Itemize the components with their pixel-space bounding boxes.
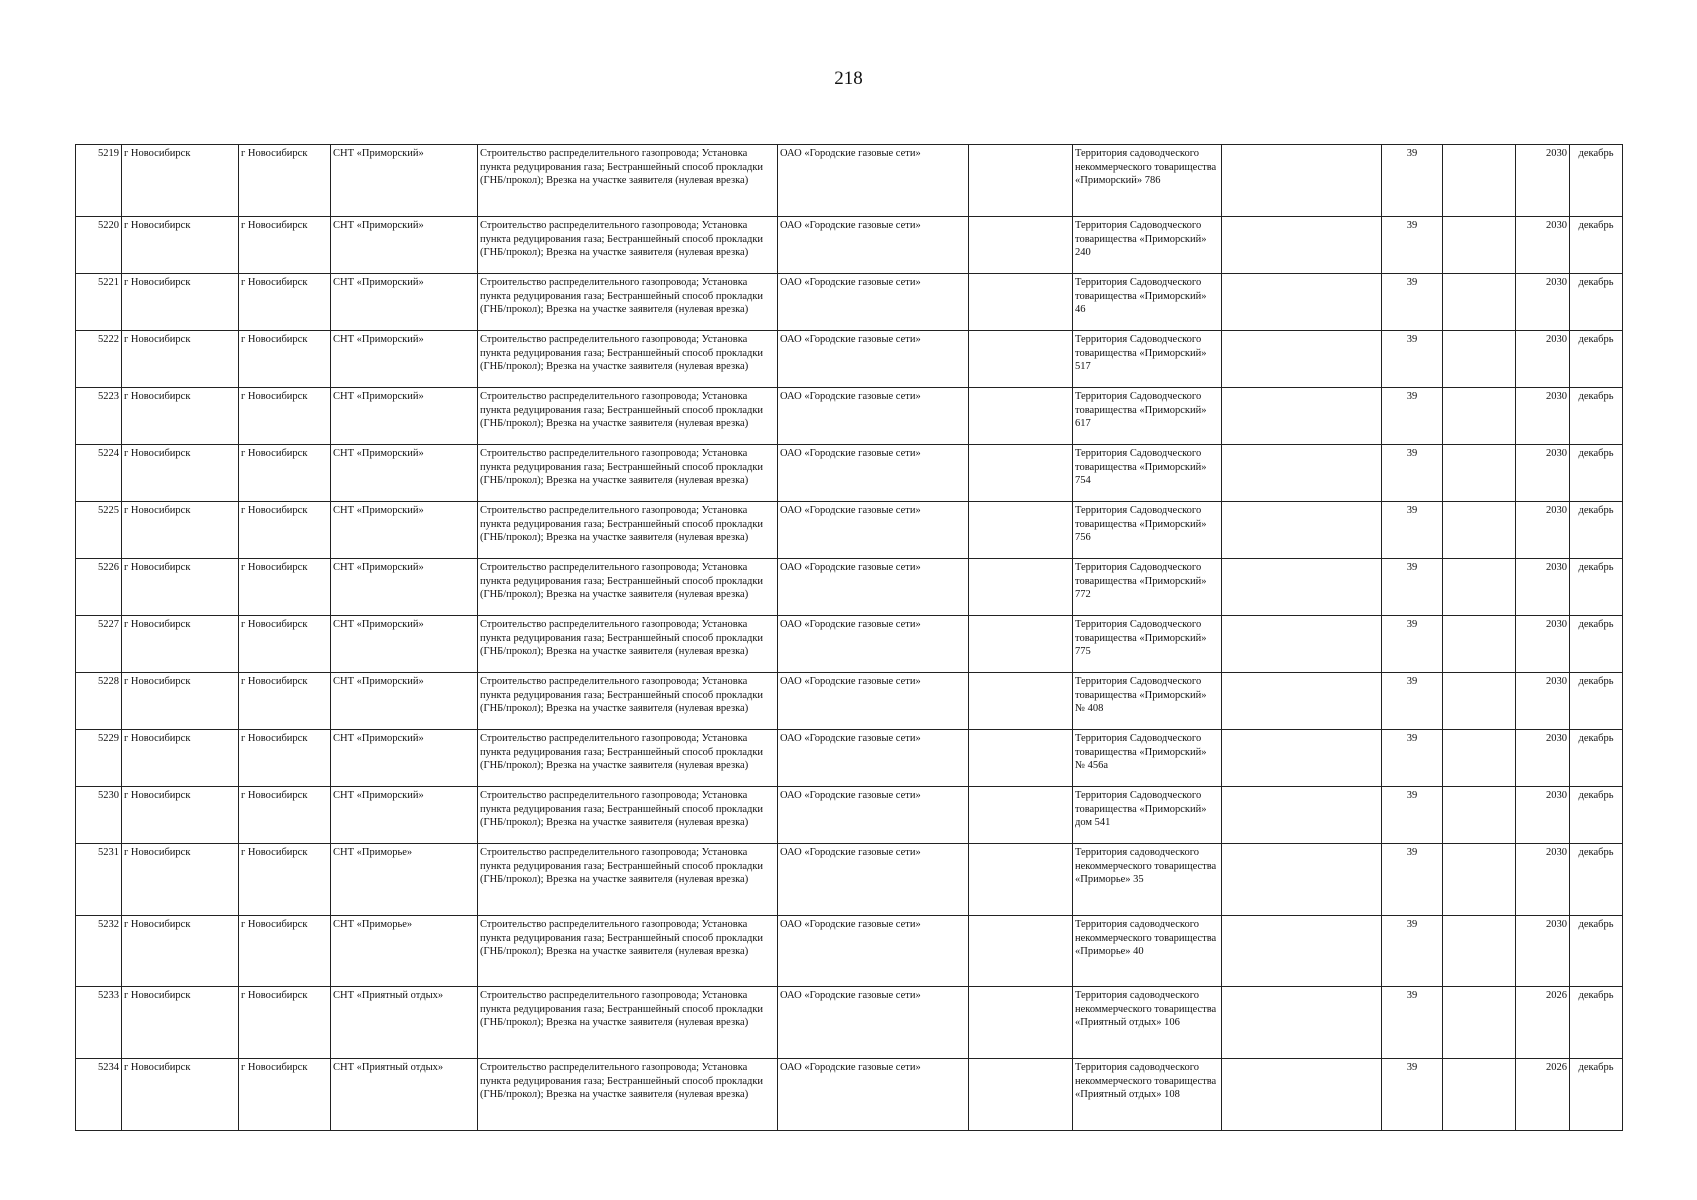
cell-year: 2030 xyxy=(1516,916,1570,987)
cell-snt: СНТ «Приморский» xyxy=(331,616,478,673)
cell-empty xyxy=(969,445,1073,502)
cell-snt: СНТ «Приморский» xyxy=(331,559,478,616)
cell-year: 2030 xyxy=(1516,787,1570,844)
cell-address: Территория садоводческого некоммерческого товарищества «Приятный отдых» 106 xyxy=(1073,987,1222,1059)
cell-org: ОАО «Городские газовые сети» xyxy=(778,616,969,673)
cell-empty xyxy=(969,787,1073,844)
cell-snt: СНТ «Приморский» xyxy=(331,502,478,559)
cell-works: Строительство распределительного газопровода; Установка пункта редуцирования газа; Бестраншейный способ прокладки (ГНБ/прокол); Врезка на участке заявителя (нулевая врезка) xyxy=(478,274,778,331)
cell-address: Территория Садоводческого товарищества «Приморский» № 456а xyxy=(1073,730,1222,787)
cell-org: ОАО «Городские газовые сети» xyxy=(778,274,969,331)
cell-no: 5229 xyxy=(76,730,122,787)
cell-empty xyxy=(1443,559,1516,616)
cell-snt: СНТ «Приморский» xyxy=(331,331,478,388)
cell-empty xyxy=(1222,331,1382,388)
cell-count: 39 xyxy=(1382,274,1443,331)
cell-works: Строительство распределительного газопровода; Установка пункта редуцирования газа; Бестраншейный способ прокладки (ГНБ/прокол); Врезка на участке заявителя (нулевая врезка) xyxy=(478,616,778,673)
cell-empty xyxy=(1443,502,1516,559)
cell-empty xyxy=(969,502,1073,559)
cell-month: декабрь xyxy=(1570,388,1623,445)
cell-address: Территория Садоводческого товарищества «Приморский» 775 xyxy=(1073,616,1222,673)
cell-works: Строительство распределительного газопровода; Установка пункта редуцирования газа; Бестраншейный способ прокладки (ГНБ/прокол); Врезка на участке заявителя (нулевая врезка) xyxy=(478,388,778,445)
cell-municipality: г Новосибирск xyxy=(122,331,239,388)
cell-count: 39 xyxy=(1382,331,1443,388)
cell-municipality: г Новосибирск xyxy=(122,217,239,274)
cell-count: 39 xyxy=(1382,559,1443,616)
cell-empty xyxy=(969,559,1073,616)
cell-count: 39 xyxy=(1382,445,1443,502)
cell-settlement: г Новосибирск xyxy=(239,1059,331,1131)
cell-empty xyxy=(1222,388,1382,445)
cell-municipality: г Новосибирск xyxy=(122,916,239,987)
table-row xyxy=(76,616,1623,673)
cell-settlement: г Новосибирск xyxy=(239,730,331,787)
table-row xyxy=(76,730,1623,787)
registry-table xyxy=(75,144,1623,1131)
cell-empty xyxy=(969,844,1073,916)
cell-empty xyxy=(1222,145,1382,217)
cell-empty xyxy=(1222,916,1382,987)
cell-empty xyxy=(1222,217,1382,274)
cell-works: Строительство распределительного газопровода; Установка пункта редуцирования газа; Бестраншейный способ прокладки (ГНБ/прокол); Врезка на участке заявителя (нулевая врезка) xyxy=(478,502,778,559)
cell-address: Территория Садоводческого товарищества «Приморский» 772 xyxy=(1073,559,1222,616)
cell-empty xyxy=(1443,331,1516,388)
cell-works: Строительство распределительного газопровода; Установка пункта редуцирования газа; Бестраншейный способ прокладки (ГНБ/прокол); Врезка на участке заявителя (нулевая врезка) xyxy=(478,331,778,388)
cell-snt: СНТ «Приятный отдых» xyxy=(331,987,478,1059)
cell-settlement: г Новосибирск xyxy=(239,274,331,331)
cell-settlement: г Новосибирск xyxy=(239,616,331,673)
cell-address: Территория Садоводческого товарищества «Приморский» 756 xyxy=(1073,502,1222,559)
cell-count: 39 xyxy=(1382,616,1443,673)
cell-works: Строительство распределительного газопровода; Установка пункта редуцирования газа; Бестраншейный способ прокладки (ГНБ/прокол); Врезка на участке заявителя (нулевая врезка) xyxy=(478,987,778,1059)
cell-no: 5221 xyxy=(76,274,122,331)
cell-org: ОАО «Городские газовые сети» xyxy=(778,502,969,559)
cell-empty xyxy=(1443,217,1516,274)
cell-empty xyxy=(1222,502,1382,559)
cell-no: 5232 xyxy=(76,916,122,987)
cell-month: декабрь xyxy=(1570,445,1623,502)
cell-year: 2030 xyxy=(1516,445,1570,502)
cell-snt: СНТ «Приморский» xyxy=(331,673,478,730)
cell-works: Строительство распределительного газопровода; Установка пункта редуцирования газа; Бестраншейный способ прокладки (ГНБ/прокол); Врезка на участке заявителя (нулевая врезка) xyxy=(478,844,778,916)
cell-empty xyxy=(969,616,1073,673)
cell-month: декабрь xyxy=(1570,673,1623,730)
cell-empty xyxy=(969,274,1073,331)
cell-month: декабрь xyxy=(1570,559,1623,616)
cell-org: ОАО «Городские газовые сети» xyxy=(778,916,969,987)
cell-count: 39 xyxy=(1382,787,1443,844)
cell-settlement: г Новосибирск xyxy=(239,844,331,916)
cell-count: 39 xyxy=(1382,217,1443,274)
cell-empty xyxy=(1443,388,1516,445)
cell-year: 2030 xyxy=(1516,616,1570,673)
cell-address: Территория Садоводческого товарищества «Приморский» 754 xyxy=(1073,445,1222,502)
cell-org: ОАО «Городские газовые сети» xyxy=(778,559,969,616)
cell-empty xyxy=(1443,445,1516,502)
cell-empty xyxy=(969,916,1073,987)
cell-settlement: г Новосибирск xyxy=(239,145,331,217)
cell-snt: СНТ «Приморский» xyxy=(331,145,478,217)
cell-org: ОАО «Городские газовые сети» xyxy=(778,673,969,730)
cell-no: 5228 xyxy=(76,673,122,730)
table-row xyxy=(76,502,1623,559)
cell-municipality: г Новосибирск xyxy=(122,502,239,559)
cell-year: 2026 xyxy=(1516,1059,1570,1131)
cell-snt: СНТ «Приморье» xyxy=(331,844,478,916)
cell-org: ОАО «Городские газовые сети» xyxy=(778,388,969,445)
cell-address: Территория Садоводческого товарищества «Приморский» дом 541 xyxy=(1073,787,1222,844)
cell-empty xyxy=(1222,1059,1382,1131)
cell-works: Строительство распределительного газопровода; Установка пункта редуцирования газа; Бестраншейный способ прокладки (ГНБ/прокол); Врезка на участке заявителя (нулевая врезка) xyxy=(478,916,778,987)
cell-empty xyxy=(1222,673,1382,730)
cell-org: ОАО «Городские газовые сети» xyxy=(778,145,969,217)
cell-empty xyxy=(969,331,1073,388)
cell-municipality: г Новосибирск xyxy=(122,987,239,1059)
table-row xyxy=(76,916,1623,987)
cell-municipality: г Новосибирск xyxy=(122,616,239,673)
cell-no: 5224 xyxy=(76,445,122,502)
cell-empty xyxy=(969,987,1073,1059)
cell-month: декабрь xyxy=(1570,145,1623,217)
cell-year: 2030 xyxy=(1516,217,1570,274)
cell-count: 39 xyxy=(1382,987,1443,1059)
cell-no: 5230 xyxy=(76,787,122,844)
cell-year: 2030 xyxy=(1516,274,1570,331)
cell-month: декабрь xyxy=(1570,274,1623,331)
cell-snt: СНТ «Приморский» xyxy=(331,388,478,445)
cell-empty xyxy=(969,388,1073,445)
cell-settlement: г Новосибирск xyxy=(239,673,331,730)
cell-municipality: г Новосибирск xyxy=(122,730,239,787)
cell-month: декабрь xyxy=(1570,616,1623,673)
cell-no: 5227 xyxy=(76,616,122,673)
cell-municipality: г Новосибирск xyxy=(122,445,239,502)
cell-municipality: г Новосибирск xyxy=(122,673,239,730)
cell-works: Строительство распределительного газопровода; Установка пункта редуцирования газа; Бестраншейный способ прокладки (ГНБ/прокол); Врезка на участке заявителя (нулевая врезка) xyxy=(478,787,778,844)
cell-month: декабрь xyxy=(1570,916,1623,987)
cell-settlement: г Новосибирск xyxy=(239,445,331,502)
table-row xyxy=(76,1059,1623,1131)
cell-org: ОАО «Городские газовые сети» xyxy=(778,787,969,844)
table-row xyxy=(76,274,1623,331)
cell-year: 2030 xyxy=(1516,502,1570,559)
cell-empty xyxy=(1222,730,1382,787)
cell-empty xyxy=(969,1059,1073,1131)
cell-org: ОАО «Городские газовые сети» xyxy=(778,331,969,388)
cell-no: 5222 xyxy=(76,331,122,388)
cell-empty xyxy=(1443,274,1516,331)
cell-address: Территория Садоводческого товарищества «Приморский» 617 xyxy=(1073,388,1222,445)
cell-snt: СНТ «Приморье» xyxy=(331,916,478,987)
cell-empty xyxy=(1443,1059,1516,1131)
cell-works: Строительство распределительного газопровода; Установка пункта редуцирования газа; Бестраншейный способ прокладки (ГНБ/прокол); Врезка на участке заявителя (нулевая врезка) xyxy=(478,673,778,730)
cell-snt: СНТ «Приморский» xyxy=(331,730,478,787)
cell-address: Территория садоводческого некоммерческого товарищества «Приятный отдых» 108 xyxy=(1073,1059,1222,1131)
cell-month: декабрь xyxy=(1570,1059,1623,1131)
cell-count: 39 xyxy=(1382,844,1443,916)
cell-month: декабрь xyxy=(1570,730,1623,787)
cell-org: ОАО «Городские газовые сети» xyxy=(778,844,969,916)
cell-year: 2030 xyxy=(1516,673,1570,730)
cell-count: 39 xyxy=(1382,502,1443,559)
cell-settlement: г Новосибирск xyxy=(239,217,331,274)
cell-works: Строительство распределительного газопровода; Установка пункта редуцирования газа; Бестраншейный способ прокладки (ГНБ/прокол); Врезка на участке заявителя (нулевая врезка) xyxy=(478,145,778,217)
cell-municipality: г Новосибирск xyxy=(122,1059,239,1131)
cell-settlement: г Новосибирск xyxy=(239,916,331,987)
cell-address: Территория садоводческого некоммерческого товарищества «Приморье» 40 xyxy=(1073,916,1222,987)
cell-month: декабрь xyxy=(1570,331,1623,388)
cell-empty xyxy=(1443,145,1516,217)
cell-org: ОАО «Городские газовые сети» xyxy=(778,445,969,502)
cell-empty xyxy=(1222,987,1382,1059)
cell-empty xyxy=(1222,787,1382,844)
cell-empty xyxy=(1443,916,1516,987)
cell-month: декабрь xyxy=(1570,844,1623,916)
cell-address: Территория Садоводческого товарищества «Приморский» № 408 xyxy=(1073,673,1222,730)
cell-address: Территория Садоводческого товарищества «Приморский» 46 xyxy=(1073,274,1222,331)
cell-empty xyxy=(969,673,1073,730)
cell-settlement: г Новосибирск xyxy=(239,987,331,1059)
table-row xyxy=(76,388,1623,445)
cell-address: Территория садоводческого некоммерческого товарищества «Приморский» 786 xyxy=(1073,145,1222,217)
cell-no: 5220 xyxy=(76,217,122,274)
cell-works: Строительство распределительного газопровода; Установка пункта редуцирования газа; Бестраншейный способ прокладки (ГНБ/прокол); Врезка на участке заявителя (нулевая врезка) xyxy=(478,1059,778,1131)
cell-no: 5233 xyxy=(76,987,122,1059)
cell-count: 39 xyxy=(1382,145,1443,217)
cell-org: ОАО «Городские газовые сети» xyxy=(778,1059,969,1131)
cell-count: 39 xyxy=(1382,916,1443,987)
cell-snt: СНТ «Приморский» xyxy=(331,274,478,331)
cell-empty xyxy=(969,730,1073,787)
cell-empty xyxy=(969,217,1073,274)
cell-snt: СНТ «Приятный отдых» xyxy=(331,1059,478,1131)
cell-month: декабрь xyxy=(1570,502,1623,559)
registry-body xyxy=(76,145,1623,1131)
cell-municipality: г Новосибирск xyxy=(122,559,239,616)
cell-no: 5219 xyxy=(76,145,122,217)
cell-address: Территория Садоводческого товарищества «Приморский» 517 xyxy=(1073,331,1222,388)
cell-no: 5234 xyxy=(76,1059,122,1131)
cell-empty xyxy=(1222,616,1382,673)
cell-org: ОАО «Городские газовые сети» xyxy=(778,730,969,787)
cell-year: 2030 xyxy=(1516,331,1570,388)
cell-org: ОАО «Городские газовые сети» xyxy=(778,217,969,274)
cell-year: 2030 xyxy=(1516,844,1570,916)
cell-empty xyxy=(1443,616,1516,673)
cell-count: 39 xyxy=(1382,388,1443,445)
table-row xyxy=(76,331,1623,388)
cell-count: 39 xyxy=(1382,1059,1443,1131)
cell-settlement: г Новосибирск xyxy=(239,388,331,445)
cell-address: Территория Садоводческого товарищества «Приморский» 240 xyxy=(1073,217,1222,274)
cell-year: 2026 xyxy=(1516,987,1570,1059)
cell-org: ОАО «Городские газовые сети» xyxy=(778,987,969,1059)
cell-year: 2030 xyxy=(1516,730,1570,787)
cell-empty xyxy=(1443,673,1516,730)
cell-year: 2030 xyxy=(1516,559,1570,616)
cell-empty xyxy=(1443,844,1516,916)
cell-year: 2030 xyxy=(1516,388,1570,445)
cell-works: Строительство распределительного газопровода; Установка пункта редуцирования газа; Бестраншейный способ прокладки (ГНБ/прокол); Врезка на участке заявителя (нулевая врезка) xyxy=(478,730,778,787)
table-row xyxy=(76,217,1623,274)
cell-settlement: г Новосибирск xyxy=(239,331,331,388)
cell-settlement: г Новосибирск xyxy=(239,502,331,559)
table-row xyxy=(76,673,1623,730)
cell-no: 5231 xyxy=(76,844,122,916)
cell-empty xyxy=(1443,787,1516,844)
cell-municipality: г Новосибирск xyxy=(122,274,239,331)
cell-month: декабрь xyxy=(1570,987,1623,1059)
cell-address: Территория садоводческого некоммерческого товарищества «Приморье» 35 xyxy=(1073,844,1222,916)
cell-municipality: г Новосибирск xyxy=(122,787,239,844)
cell-no: 5225 xyxy=(76,502,122,559)
table-row xyxy=(76,145,1623,217)
cell-works: Строительство распределительного газопровода; Установка пункта редуцирования газа; Бестраншейный способ прокладки (ГНБ/прокол); Врезка на участке заявителя (нулевая врезка) xyxy=(478,217,778,274)
page-number: 218 xyxy=(834,68,863,89)
cell-empty xyxy=(1443,987,1516,1059)
cell-settlement: г Новосибирск xyxy=(239,787,331,844)
cell-month: декабрь xyxy=(1570,787,1623,844)
cell-count: 39 xyxy=(1382,673,1443,730)
table-row xyxy=(76,559,1623,616)
cell-year: 2030 xyxy=(1516,145,1570,217)
cell-count: 39 xyxy=(1382,730,1443,787)
cell-empty xyxy=(1222,445,1382,502)
cell-snt: СНТ «Приморский» xyxy=(331,445,478,502)
table-row xyxy=(76,844,1623,916)
cell-empty xyxy=(969,145,1073,217)
cell-empty xyxy=(1222,559,1382,616)
cell-works: Строительство распределительного газопровода; Установка пункта редуцирования газа; Бестраншейный способ прокладки (ГНБ/прокол); Врезка на участке заявителя (нулевая врезка) xyxy=(478,445,778,502)
cell-municipality: г Новосибирск xyxy=(122,388,239,445)
table-row xyxy=(76,445,1623,502)
cell-empty xyxy=(1222,274,1382,331)
cell-municipality: г Новосибирск xyxy=(122,844,239,916)
cell-municipality: г Новосибирск xyxy=(122,145,239,217)
cell-no: 5226 xyxy=(76,559,122,616)
cell-snt: СНТ «Приморский» xyxy=(331,217,478,274)
cell-snt: СНТ «Приморский» xyxy=(331,787,478,844)
cell-empty xyxy=(1443,730,1516,787)
cell-empty xyxy=(1222,844,1382,916)
cell-no: 5223 xyxy=(76,388,122,445)
cell-settlement: г Новосибирск xyxy=(239,559,331,616)
table-row xyxy=(76,987,1623,1059)
table-row xyxy=(76,787,1623,844)
cell-month: декабрь xyxy=(1570,217,1623,274)
cell-works: Строительство распределительного газопровода; Установка пункта редуцирования газа; Бестраншейный способ прокладки (ГНБ/прокол); Врезка на участке заявителя (нулевая врезка) xyxy=(478,559,778,616)
